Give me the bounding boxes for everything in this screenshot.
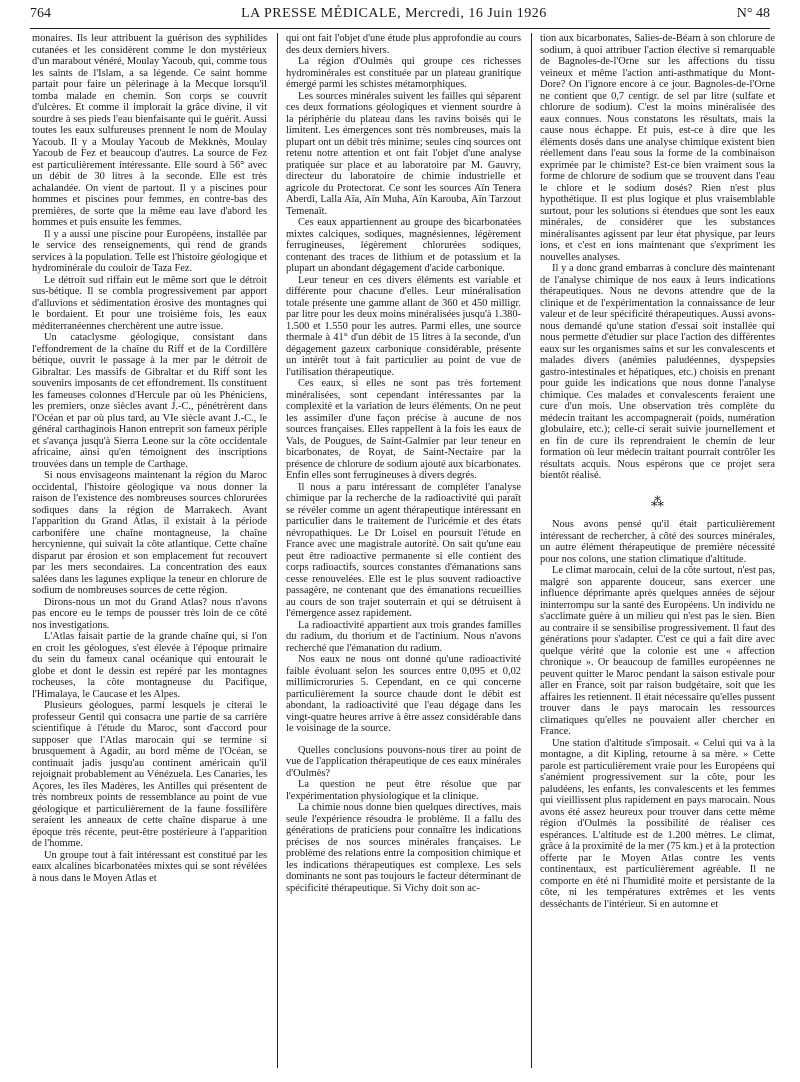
paragraph: Plusieurs géologues, parmi lesquels je citerai le professeur Gentil qui consacra une partie de sa carrière scientifique à l'étude du Maroc, sont d'accord pour supposer que l'Atlas marocain qui se termine si brusquement à Agadir, au bord même de l'Océan, se continuait jadis jusqu'au continent américain qu'il rejoignait probablement au Vénézuela. Les Canaries, les Açores, les îles Madères, les Antilles qui présentent de très nombreux points de ressemblance au point de vue géologique et particulièrement de la faune fossilifère seraient les anneaux de cette chaîne disparue à une époque très récente, peut-être postérieure à l'apparition de l'homme. [32, 700, 267, 849]
column-3 [540, 33, 775, 1073]
paragraph: Si nous envisageons maintenant la région du Maroc occidental, l'histoire géologique va nous donner la raison de l'existence des nombreuses sources chlorurées sodiques dans la région de Marrakech. Avant l'apparition du Grand Atlas, il existait à la période carbonifère une chaîne montagneuse, la chaîne hercynienne, qui suivait la côte atlantique. Cette chaîne disparut par érosion et son emplacement fut recouvert par les mers secondaires. La concentration des eaux salées dans les lagunes explique la teneur en chlorure de sodium de nombreuses sources de cette région. [32, 470, 267, 596]
paragraph: Nous avons pensé qu'il était particulièrement intéressant de rechercher, à côté des sources minérales, un autre élément thérapeutique de première nécessité pour nos colons, une station climatique d'altitude. [540, 519, 775, 565]
page-number: 764 [30, 6, 51, 21]
paragraph: La chimie nous donne bien quelques directives, mais seule l'expérience résoudra le problème. Il a fallu des générations de praticiens pour connaître les indications précises de nos sources minérales françaises. Le problème des relations entre la composition chimique et les indications thérapeutiques est complexe. Les sels dominants ne sont pas toujours le facteur déterminant de spécificité thérapeutique. Si Vichy doit son ac- [286, 802, 521, 894]
section-separator: ⁂ [651, 493, 664, 509]
header-rule [30, 28, 770, 29]
paragraph: tion aux bicarbonates, Salies-de-Béarn à son chlorure de sodium, à quoi attribuer l'action élective si remarquable de Bagnoles-de-l'Orne sur les affections du tissu veineux et même l'action anti-asthmatique du Mont-Dore? On l'ignore encore à ce jour. Bagnoles-de-l'Orne ne contient que 0,7 centigr. de sel par litre (sulfate et chlorure de sodium). C'est la moins minéralisée des eaux connues. Nous constatons les résultats, mais la cause nous échappe. Et puis, est-ce à dire que les éléments dosés dans une analyse chimique existent bien réellement dans l'eau sous la forme de la combinaison exprimée par le chimiste? Est-ce bien vraiment sous la forme de chlorure de sodium que se trouvent dans l'eau le chlore et le sodium dosés? Rien n'est plus hypothétique. Il est plus logique et plus vraisemblable surtout, pour les solutions si étendues que sont les eaux minérales, de considérer que les substances minéralisantes agissent par leur état physique, par leurs ions, et c'est en ions maintenant que s'expriment les nouvelles analyses. [540, 33, 775, 263]
paragraph: Ces eaux, si elles ne sont pas très fortement minéralisées, sont cependant intéressantes par la complexité et la variation de leurs éléments. On ne peut les assimiler d'une façon précise à aucune de nos sources françaises. Elles rappellent à la fois les eaux de Vals, de Pougues, de Saint-Galmier par leur teneur en bicarbonates, de Royat, de Saint-Nectaire par la présence de chlorure de sodium ajouté aux bicarbonates. Enfin elles sont ferrugineuses à divers degrés. [286, 378, 521, 481]
column-1 [32, 33, 267, 1073]
paragraph: Leur teneur en ces divers éléments est variable et différente pour chacune d'elles. Leur minéralisation totale présente une gamme allant de 360 et 450 milligr. par litre pour les deux moins minéralisées jusqu'à 1.380-1.500 et 1.550 pour les autres. Parmi elles, une source thermale à 41° d'un débit de 15 litres à la seconde, d'un dégagement gazeux carbonique considérable, présente un intérêt tout à fait particulier au point de vue de l'utilisation thérapeutique. [286, 274, 521, 378]
paragraph: monaires. Ils leur attribuent la guérison des syphilides cutanées et les considèrent comme le don mystérieux d'un marabout vénéré, Moulay Yacoub, qui, comme tous les saints de l'Islam, a sa légende. Ce saint homme partait pour faire un pèlerinage à la Mecque lorsqu'il tomba malade en chemin. Son corps se couvrit d'ulcères. Et comme il implorait la grâce divine, il vit sourdre à ses pieds l'eau bienfaisante qui le guérit. Aussi toutes les eaux sulfureuses prennent le nom de Moulay Yacoub. Il y a Moulay Yacoub de Mekknès, Moulay Yacoub de Fez et beaucoup d'autres. La source de Fez est particulièrement intéressante. Elle sourd à 56° avec un débit de 30 litres à la seconde. Elle est très achalandée. On vient de partout. Il y a piscines pour hommes et piscines pour femmes, en contre-bas des premières, de sorte que la même eau lave d'abord les hommes et puis ensuite les femmes. [32, 33, 267, 228]
paragraph: Le climat marocain, celui de la côte surtout, n'est pas, malgré son apparente douceur, sans exercer une influence déprimante après quelques années de séjour ininterrompu sur la santé des Européens. Un individu ne s'acclimate guère à un milieu qui n'est pas le sien. Bien au contraire il se sensibilise progressivement. Il faut des générations pour s'adapter. C'est ce qui a fait dire avec quelque vérité que la colonie est une « affection chronique ». Or beaucoup de familles européennes ne peuvent quitter le Maroc pendant la saison estivale pour aller en France, soit par raison budgétaire, soit que les affaires les retiennent. Il était nécessaire qu'elles pussent trouver dans le pays marocain les ressources climatiques qu'elles ne pouvaient aller chercher en France. [540, 565, 775, 737]
paragraph: La question ne peut être résolue que par l'expérimentation physiologique et la clinique. [286, 779, 521, 802]
journal-title: LA PRESSE MÉDICALE, Mercredi, 16 Juin 1926 [241, 6, 547, 21]
column-divider [277, 33, 278, 1068]
paragraph: La radioactivité appartient aux trois grandes familles du radium, du thorium et de l'actinium. Nous n'avons recherché que l'émanation du radium. [286, 619, 521, 654]
column-divider [531, 33, 532, 1068]
paragraph: Ces eaux appartiennent au groupe des bicarbonatées mixtes calciques, sodiques, magnésiennes, légèrement ferrugineuses, légèrement chlorurées sodiques, contenant des traces de lithium et de potassium et la plupart un abondant dégagement d'acide carbonique. [286, 217, 521, 274]
issue-number: N° 48 [736, 6, 770, 21]
paragraph: Nos eaux ne nous ont donné qu'une radioactivité faible évoluant selon les sources entre 0,095 et 0,02 millimicroruries 5. Cependant, en ce qui concerne particulièrement la source chaude dont le débit est abondant, la radioactivité que l'eau dégage dans les vingt-quatre heures arrive à être assez considérable dans le voisinage de la source. [286, 654, 521, 734]
paragraph: Il nous a paru intéressant de compléter l'analyse chimique par la recherche de la radioactivité qui paraît se révéler comme un agent thérapeutique intéressant en particulier dans le traitement de l'uricémie et des états névropathiques. Le Dr Loisel en poursuit l'étude en France avec une magistrale autorité. On sait qu'une eau peut être radioactive permanente si elle contient des corps radioactifs, sources constantes d'émanations sans cesse renouvelées. Elle est le plus souvent radioactive passagère, ne contenant que des émanations recueillies au cours de son trajet souterrain et qui se détruisent à l'émergence assez rapidement. [286, 481, 521, 619]
paragraph: Il y a donc grand embarras à conclure dès maintenant de l'analyse chimique de nos eaux à leurs indications thérapeutiques. Nous ne devons attendre que de la clinique et de l'expérimentation la connaissance de leur valeur et de leur spécificité thérapeutiques. Aussi avons-nous demandé qu'une station d'essai soit installée qui nous permette d'étudier sur place l'action des différentes eaux sur les organismes sains et sur les convalescents et malades divers (anémies paludéennes, dyspepsies gastro-intestinales et hépatiques, etc.) choisis en prenant pour guide les indications que nous donne l'analyse chimique. Ces malades et convalescents feraient une cure d'un mois. Une observation très complète du médecin traitant les accompagnerait (poids, numération globulaire, etc.); celle-ci serait suivie journellement et en fin de cure ils reprendraient le chemin de leur formation où leur médecin traitant pourrait contrôler les résultats acquis. Nous espérons que ce projet sera bientôt réalisé. [540, 263, 775, 481]
paragraph: Quelles conclusions pouvons-nous tirer au point de vue de l'application thérapeutique de ces eaux minérales d'Oulmès? [286, 744, 521, 779]
paragraph: Il y a aussi une piscine pour Européens, installée par le service des renseignements, qui rend de grands services à la population. Telle est l'histoire géologique et hydrominérale du couloir de Taza Fez. [32, 228, 267, 274]
paragraph: qui ont fait l'objet d'une étude plus approfondie au cours des deux derniers hivers. [286, 33, 521, 56]
paragraph: Les sources minérales suivent les failles qui séparent ces deux formations géologiques et viennent sourdre à la périphérie du plateau dans les ravins boisés qui le limitent. Les émergences sont très nombreuses, mais la plupart ont un débit très minime; seules cinq sources ont retenu notre attention et ont fait l'objet d'une analyse pratiquée sur place et au laboratoire par M. Gauvry, directeur du laboratoire de chimie industrielle et agricole du Protectorat. Ce sont les sources Aïn Tenera Aberdi, Lalla Aïa, Aïn Muha, Aïn Karouba, Aïn Tarzout Temenaït. [286, 90, 521, 217]
paragraph: Un cataclysme géologique, consistant dans l'effondrement de la chaîne du Riff et de la Cordillère bétique, ouvrit le passage à la mer par le détroit de Gibraltar. Les massifs de Gibraltar et du Riff sont les souvenirs imposants de cet effondrement. Ils constituent les fameuses colonnes d'Hercule par où les Phéniciens, les premiers, onze siècles avant J.-C., pénétrèrent dans l'Océan et par où plus tard, au VIe siècle avant J.-C., le général carthaginois Hanon entreprit son fameux périple et s'avança jusqu'à Sierra Leone sur la côte occidentale africaine, ainsi qu'en témoignent des inscriptions trouvées dans un temple de Carthage. [32, 332, 267, 470]
paragraph: L'Atlas faisait partie de la grande chaîne qui, si l'on en croit les géologues, s'est élevée à l'époque primaire du sein du fameux canal océanique qui entourait le globe et dont le dessin est repéré par les montagnes rocheuses, la côte montagneuse du Pacifique, l'Himalaya, le Caucase et les Alpes. [32, 631, 267, 700]
paragraph: Une station d'altitude s'imposait. « Celui qui va à la montagne, a dit Kipling, retourne à sa mère. » Cette parole est particulièrement vraie pour les Européens qui s'anémient progressivement sur la côte, pour les paludéens, les enfants, les convalescents et les femmes qui vieillissent plus rapidement en pays marocain. Nous avons été assez heureux pour trouver dans cette même région d'Oulmès la possibilité de réaliser ces espérances. L'altitude est de 1.200 mètres. Le climat, grâce à la proximité de la mer (75 km.) et à la protection offerte par le Moyen Atlas contre les vents continentaux, est particulièrement agréable. Il ne comporte en été ni l'humidité moite et persistante de la côte, ni les températures extrêmes et les vents desséchants de l'intérieur. Si en automne et [540, 737, 775, 910]
paragraph: Un groupe tout à fait intéressant est constitué par les eaux alcalines bicarbonatées mixtes qui se sont révélées à nous dans le Moyen Atlas et [32, 849, 267, 884]
column-2 [286, 33, 521, 1073]
page-header [30, 6, 770, 26]
paragraph: Le détroit sud riffain eut le même sort que le détroit sus-bétique. Il se combla progressivement par apport d'alluvions et sédimentation érosive des montagnes qui le bordaient. Et pour une troisième fois, les eaux méditerranéennes cherchèrent une autre issue. [32, 274, 267, 332]
paragraph: La région d'Oulmès qui groupe ces richesses hydrominérales est constituée par un plateau granitique émergé parmi les schistes métamorphiques. [286, 56, 521, 90]
paragraph: Dirons-nous un mot du Grand Atlas? nous n'avons pas encore eu le temps de pousser très loin de ce côté nos investigations. [32, 596, 267, 631]
